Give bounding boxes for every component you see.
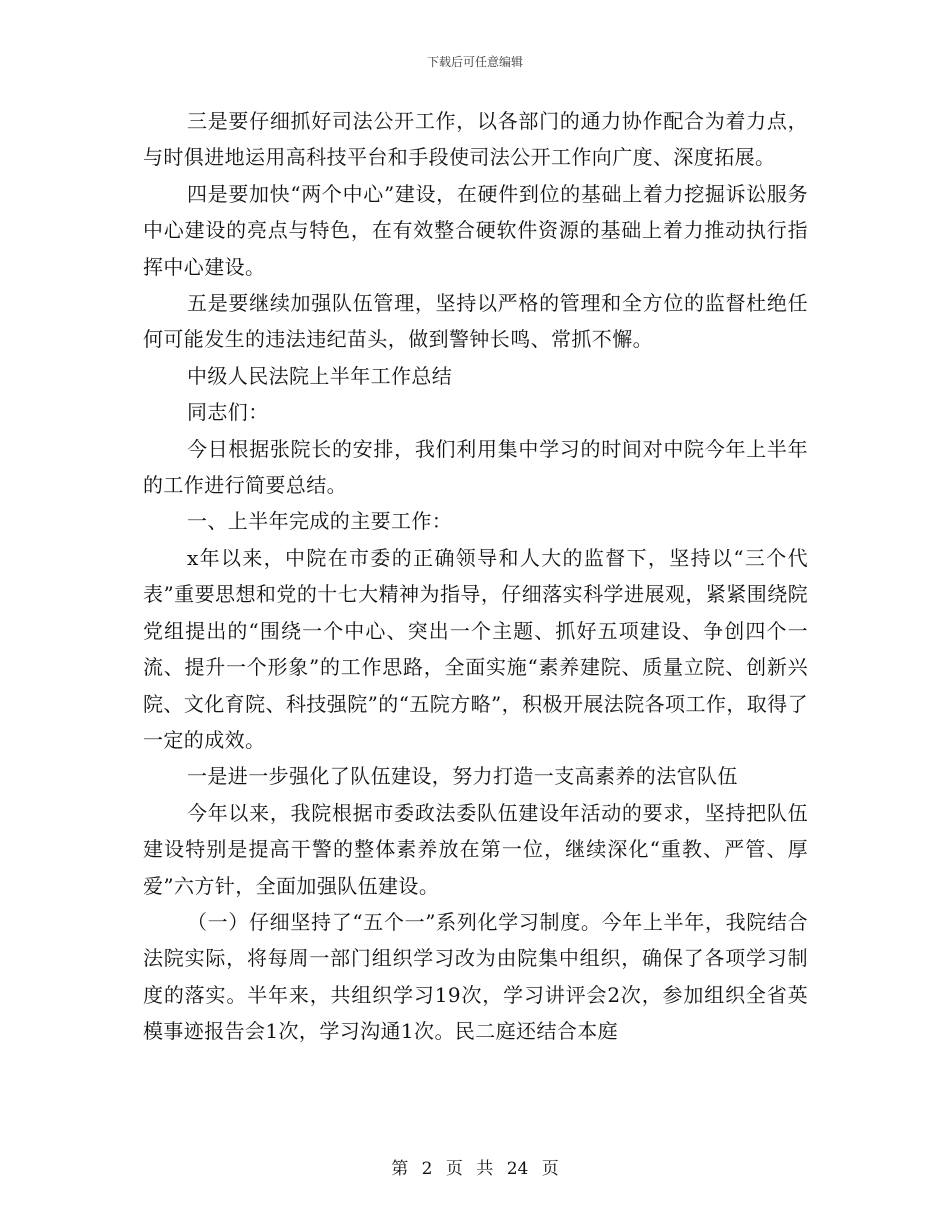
salutation: 同志们：	[187, 400, 269, 425]
paragraph-two-centers: 四是要加快“两个中心”建设，在硬件到位的基础上着力挖掘诉讼服务中心建设的亮点与特色，在有效整合硬软件资源的基础上着力推动执行指挥中心建设。	[143, 181, 808, 279]
paragraph-intro: 今日根据张院长的安排，我们利用集中学习的时间对中院今年上半年的工作进行简要总结。	[143, 436, 808, 498]
paragraph-study-system: （一）仔细坚持了“五个一”系列化学习制度。今年上半年，我院结合法院实际，将每周一部门组织学习改为由院集中组织，确保了各项学习制度的落实。半年来，共组织学习19次，学习讲评会2次，参加组织全省英模事迹报告会1次，学习沟通1次。民二庭还结合本庭	[143, 909, 808, 1044]
paragraph-team-building: 今年以来，我院根据市委政法委队伍建设年活动的要求，坚持把队伍建设特别是提高干警的整体素养放在第一位，继续深化“重教、严管、厚爱”六方针，全面加强队伍建设。	[143, 800, 808, 898]
paragraph-judicial-openness: 三是要仔细抓好司法公开工作，以各部门的通力协作配合为着力点，与时俱进地运用高科技平台和手段使司法公开工作向广度、深度拓展。	[143, 109, 808, 170]
subheading-team-building: 一是进一步强化了队伍建设，努力打造一支高素养的法官队伍	[187, 764, 738, 789]
page-header: 下载后可任意编辑	[426, 55, 523, 69]
document-body	[143, 103, 808, 1050]
section-heading-main-work: 一、上半年完成的主要工作：	[187, 509, 453, 534]
paragraph-overview: x年以来，中院在市委的正确领导和人大的监督下，坚持以“三个代表”重要思想和党的十七大精神为指导，仔细落实科学进展观，紧紧围绕院党组提出的“围绕一个中心、突出一个主题、抓好五项建设、争创四个一流、提升一个形象”的工作思路，全面实施“素养建院、质量立院、创新兴院、文化育院、科技强院”的“五院方略”，积极开展法院各项工作，取得了一定的成效。	[143, 545, 808, 752]
page-number-footer: 第 2 页 共 24 页	[391, 1159, 559, 1179]
document-title: 中级人民法院上半年工作总结	[187, 363, 453, 388]
paragraph-team-management: 五是要继续加强队伍管理，坚持以严格的管理和全方位的监督杜绝任何可能发生的违法违纪苗头，做到警钟长鸣、常抓不懈。	[143, 291, 808, 352]
